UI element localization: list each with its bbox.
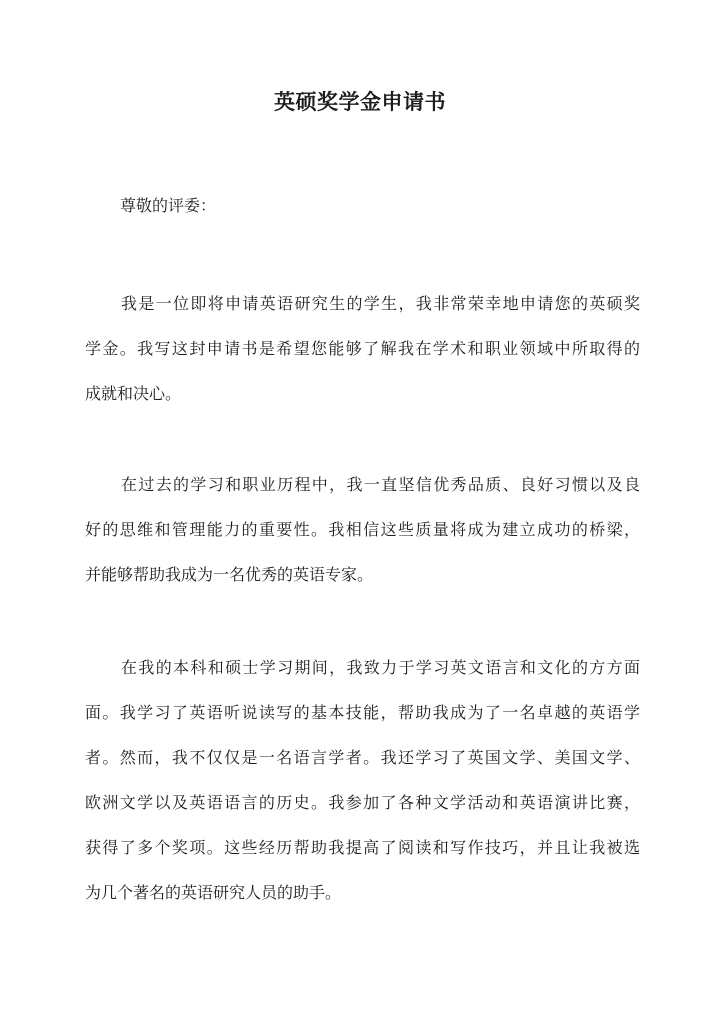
paragraph-line: 并能够帮助我成为一名优秀的英语专家。 bbox=[85, 565, 374, 584]
paragraph-line: 我是一位即将申请英语研究生的学生，我非常荣幸地申请您的英硕奖 bbox=[121, 294, 640, 313]
paragraph-line: 面。我学习了英语听说读写的基本技能，帮助我成为了一名卓越的英语学 bbox=[85, 703, 640, 722]
salutation: 尊敬的评委： bbox=[120, 196, 217, 215]
paragraph-line: 获得了多个奖项。这些经历帮助我提高了阅读和写作技巧，并且让我被选 bbox=[85, 838, 640, 857]
paragraph-line: 为几个著名的英语研究人员的助手。 bbox=[85, 883, 342, 902]
paragraph-line: 者。然而，我不仅仅是一名语言学者。我还学习了英国文学、美国文学、 bbox=[85, 748, 640, 767]
paragraph-line: 成就和决心。 bbox=[85, 384, 182, 403]
paragraph-line: 学金。我写这封申请书是希望您能够了解我在学术和职业领域中所取得的 bbox=[85, 339, 640, 358]
paragraph-3 bbox=[85, 645, 640, 915]
paragraph-1 bbox=[85, 281, 640, 416]
paragraph-2 bbox=[85, 462, 640, 597]
paragraph-line: 好的思维和管理能力的重要性。我相信这些质量将成为建立成功的桥梁， bbox=[85, 520, 640, 539]
paragraph-line: 欧洲文学以及英语语言的历史。我参加了各种文学活动和英语演讲比赛， bbox=[85, 793, 640, 812]
document-title: 英硕奖学金申请书 bbox=[274, 89, 446, 114]
paragraph-line: 在我的本科和硕士学习期间，我致力于学习英文语言和文化的方方面 bbox=[121, 658, 640, 677]
paragraph-line: 在过去的学习和职业历程中，我一直坚信优秀品质、良好习惯以及良 bbox=[121, 475, 640, 494]
